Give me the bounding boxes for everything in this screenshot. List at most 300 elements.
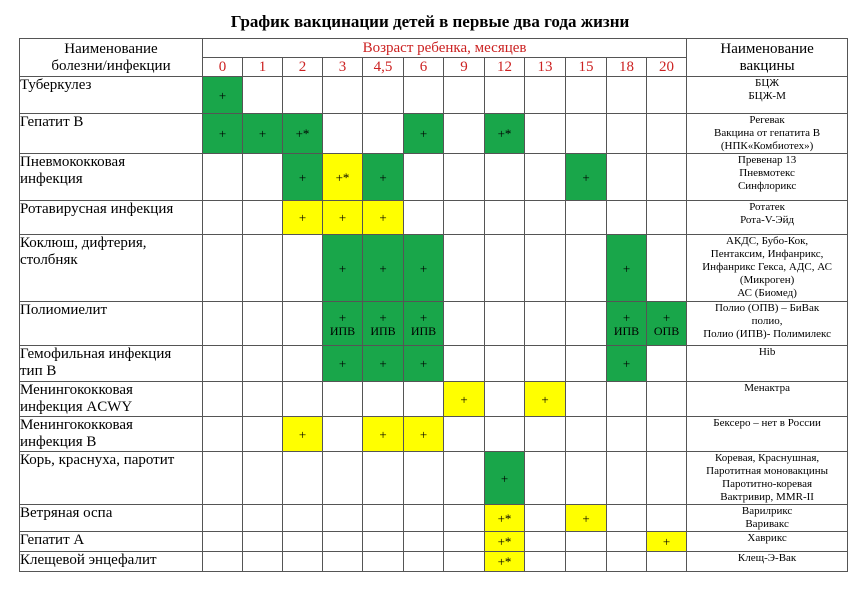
schedule-cell [283,235,323,302]
vaccine-name-line: (НПК«Комбиотех») [720,140,814,152]
schedule-cell [203,235,243,302]
schedule-cell [485,382,525,417]
schedule-cell [566,505,607,532]
schedule-cell [323,114,363,154]
vaccine-names [687,154,848,201]
vaccination-mark: + [258,126,267,141]
schedule-cell [647,77,687,114]
vaccination-mark: + [419,309,428,325]
schedule-cell [525,532,566,552]
vaccination-mark: + [298,169,307,185]
schedule-cell [444,552,485,572]
schedule-cell [243,346,283,382]
schedule-cell [607,552,647,572]
schedule-cell [607,201,647,235]
schedule-cell [283,201,323,235]
schedule-cell [607,417,647,452]
disease-name [20,532,203,552]
schedule-cell [203,382,243,417]
vaccine-name-line: Коревая, Краснушная, [714,452,820,464]
schedule-cell [444,201,485,235]
month-header: 13 [525,58,566,77]
vaccination-mark: +* [335,169,350,185]
vaccine-name-line: Пентаксим, Инфанрикс, [710,248,824,260]
schedule-cell [404,452,444,505]
schedule-cell [525,505,566,532]
vaccine-names [687,346,848,382]
vaccine-name-line: Полио (ОПВ) – БиВак [714,302,820,314]
disease-name [20,552,203,572]
schedule-cell [323,505,363,532]
vaccination-mark: + [419,356,428,371]
vaccine-name-line: Рота-V-Эйд [740,214,795,226]
schedule-cell [283,505,323,532]
vaccine-name-line: Синфлорикс [737,180,797,192]
month-header: 3 [323,58,363,77]
vaccination-mark: + [338,260,347,276]
schedule-cell [647,302,687,346]
vaccine-name-line: Паротитная моновакцины [706,465,829,477]
disease-name-line: Менингококковая [20,382,133,398]
vaccine-type-label: ИПВ [613,323,640,338]
schedule-cell [485,77,525,114]
disease-header-line2: болезни/инфекции [51,57,171,74]
schedule-cell [566,346,607,382]
vaccine-header-line1: Наименование [720,40,814,57]
disease-name-line: тип В [20,363,57,379]
schedule-cell [203,77,243,114]
schedule-cell [283,77,323,114]
vaccine-name-line: Вакцина от гепатита В [714,127,821,139]
vaccination-mark: + [419,126,428,141]
schedule-cell [323,452,363,505]
schedule-cell [243,201,283,235]
disease-name-line: Полиомиелит [20,302,108,318]
schedule-cell [323,154,363,201]
schedule-cell [485,114,525,154]
schedule-cell [203,154,243,201]
schedule-cell [323,532,363,552]
vaccination-mark: + [338,309,347,325]
disease-name-line: столбняк [20,252,78,268]
disease-name-line: инфекция ACWY [20,399,133,415]
month-header: 20 [647,58,687,77]
schedule-cell [444,114,485,154]
disease-name-line: Пневмококковая [20,154,126,170]
month-header: 1 [243,58,283,77]
schedule-cell [283,452,323,505]
vaccination-mark: + [218,87,227,103]
schedule-cell [647,154,687,201]
vaccination-mark: + [379,210,387,225]
vaccine-names [687,77,848,114]
vaccine-names [687,201,848,235]
schedule-cell [243,302,283,346]
schedule-cell [485,552,525,572]
vaccination-mark: + [622,356,631,371]
vaccine-name-line: АС (Биомед) [737,287,797,299]
schedule-cell [363,346,404,382]
vaccination-mark: + [460,391,468,407]
table-row [20,382,848,417]
schedule-cell [243,452,283,505]
disease-name [20,114,203,154]
schedule-cell [363,154,404,201]
schedule-cell [283,552,323,572]
month-header: 6 [404,58,444,77]
table-row [20,302,848,346]
schedule-cell [566,302,607,346]
schedule-cell [363,235,404,302]
header-row-1 [20,39,848,58]
schedule-cell [243,417,283,452]
schedule-cell [485,532,525,552]
schedule-cell [363,505,404,532]
disease-name [20,201,203,235]
schedule-cell [283,154,323,201]
table-row [20,532,848,552]
schedule-cell [485,505,525,532]
month-header: 4,5 [363,58,404,77]
schedule-cell [404,346,444,382]
schedule-cell [485,452,525,505]
disease-name-line: инфекция В [20,434,97,450]
schedule-cell [323,346,363,382]
schedule-cell [243,154,283,201]
table-row [20,417,848,452]
disease-name-line: инфекция [20,171,83,187]
schedule-cell [444,235,485,302]
schedule-cell [647,235,687,302]
schedule-cell [243,235,283,302]
schedule-cell [647,532,687,552]
schedule-cell [525,154,566,201]
schedule-cell [566,417,607,452]
schedule-cell [363,77,404,114]
schedule-cell [444,302,485,346]
disease-name [20,346,203,382]
schedule-cell [283,114,323,154]
disease-name-line: Менингококковая [20,417,133,433]
vaccination-mark: +* [497,126,512,141]
disease-name [20,417,203,452]
schedule-cell [485,302,525,346]
schedule-cell [647,114,687,154]
disease-name [20,235,203,302]
table-row [20,346,848,382]
schedule-cell [607,532,647,552]
vaccine-name-line: Варивакс [745,518,789,530]
schedule-cell [566,114,607,154]
schedule-cell [525,201,566,235]
vaccine-name-line: Паротитно-коревая [722,478,813,490]
vaccine-name-line: полио, [751,315,783,327]
schedule-cell [323,382,363,417]
schedule-cell [404,77,444,114]
schedule-cell [323,77,363,114]
vaccine-names [687,505,848,532]
vaccination-mark: + [298,210,307,225]
schedule-cell [243,114,283,154]
schedule-cell [444,417,485,452]
disease-name [20,154,203,201]
schedule-cell [203,417,243,452]
schedule-cell [566,552,607,572]
schedule-cell [203,201,243,235]
schedule-cell [647,346,687,382]
vaccine-header-line2: вакцины [739,57,795,74]
schedule-cell [607,114,647,154]
schedule-cell [323,235,363,302]
vaccination-mark: + [662,309,671,325]
disease-name [20,505,203,532]
vaccine-name-line: Пневмотекс [739,167,795,179]
schedule-cell [404,235,444,302]
vaccination-mark: +* [497,534,512,549]
vaccination-table [19,38,848,572]
schedule-cell [607,235,647,302]
schedule-cell [444,532,485,552]
vaccination-mark: + [419,426,428,442]
schedule-cell [444,154,485,201]
disease-name-line: Гемофильная инфекция [20,346,172,362]
schedule-cell [363,201,404,235]
month-header: 9 [444,58,485,77]
schedule-cell [323,552,363,572]
schedule-cell [647,505,687,532]
schedule-cell [243,532,283,552]
schedule-cell [203,452,243,505]
vaccine-name-line: Вактривир, MMR-II [720,491,814,503]
schedule-cell [404,532,444,552]
vaccine-name-line: Полио (ИПВ)- Полимилекс [703,328,831,340]
schedule-cell [363,417,404,452]
schedule-cell [607,346,647,382]
schedule-cell [485,346,525,382]
vaccination-mark: + [379,356,387,371]
schedule-cell [323,417,363,452]
schedule-cell [363,552,404,572]
schedule-cell [485,201,525,235]
disease-name [20,77,203,114]
disease-name [20,302,203,346]
table-row [20,77,848,114]
vaccine-name-line: Хаврикс [747,532,787,544]
schedule-cell [525,235,566,302]
vaccination-mark: + [379,309,387,325]
vaccine-name-line: (Микроген) [739,274,795,286]
disease-name-line: Ротавирусная инфекция [20,201,174,217]
vaccination-mark: + [622,309,631,325]
vaccination-mark: +* [497,510,512,526]
vaccine-name-line: АКДС, Бубо-Кок, [726,235,809,247]
table-row [20,552,848,572]
schedule-cell [283,302,323,346]
vaccination-mark: + [582,510,590,526]
month-header: 18 [607,58,647,77]
schedule-cell [444,346,485,382]
schedule-cell [607,452,647,505]
schedule-cell [404,417,444,452]
schedule-cell [647,201,687,235]
vaccine-name-line: Инфанрикс Гекса, АДС, АС [702,261,832,273]
schedule-cell [363,114,404,154]
table-row [20,114,848,154]
schedule-cell [203,552,243,572]
vaccine-name-line: БЦЖ-М [748,90,786,102]
schedule-cell [404,382,444,417]
page-title: График вакцинации детей в первые два года жизни [230,12,630,31]
schedule-cell [485,154,525,201]
schedule-cell [404,154,444,201]
schedule-cell [607,382,647,417]
vaccine-name-line: Клещ-Э-Вак [737,552,797,564]
schedule-cell [566,235,607,302]
schedule-cell [444,452,485,505]
vaccination-mark: + [419,260,428,276]
schedule-cell [404,302,444,346]
vaccination-mark: + [662,534,671,549]
schedule-cell [243,77,283,114]
schedule-cell [203,346,243,382]
vaccine-names [687,452,848,505]
schedule-cell [444,505,485,532]
vaccination-mark: + [298,426,307,442]
table-row [20,154,848,201]
vaccine-names [687,552,848,572]
schedule-cell [525,417,566,452]
disease-name-line: Гепатит А [20,532,85,548]
vaccine-name-line: Менактра [744,382,790,394]
schedule-cell [525,346,566,382]
schedule-cell [647,452,687,505]
vaccination-mark: + [582,169,590,185]
schedule-cell [485,417,525,452]
schedule-cell [363,302,404,346]
vaccine-name-line: Ротатек [749,201,785,213]
age-header: Возраст ребенка, месяцев [203,39,687,58]
month-header: 12 [485,58,525,77]
month-header: 0 [203,58,243,77]
vaccination-mark: + [338,210,347,225]
disease-name-line: Туберкулез [20,77,92,93]
vaccination-mark: + [379,426,387,442]
schedule-cell [566,532,607,552]
schedule-cell [243,505,283,532]
vaccine-type-label: ИПВ [410,323,437,338]
vaccination-mark: + [379,260,387,276]
vaccine-type-label: ИПВ [370,323,396,338]
disease-name [20,382,203,417]
table-row [20,201,848,235]
schedule-cell [525,302,566,346]
vaccination-mark: + [500,470,509,486]
schedule-cell [243,552,283,572]
schedule-cell [363,532,404,552]
vaccine-name-line: Варилрикс [741,505,793,517]
table-row [20,452,848,505]
vaccine-type-label: ОПВ [653,323,680,338]
schedule-cell [203,505,243,532]
disease-name-line: Гепатит В [20,114,84,130]
schedule-cell [203,114,243,154]
vaccine-names [687,382,848,417]
vaccine-names [687,114,848,154]
schedule-cell [566,201,607,235]
schedule-cell [607,154,647,201]
schedule-cell [607,302,647,346]
disease-name [20,452,203,505]
vaccination-mark: + [218,126,227,141]
schedule-cell [525,114,566,154]
schedule-cell [283,346,323,382]
schedule-cell [283,417,323,452]
vaccine-column-header [687,39,848,77]
table-body [20,77,848,572]
table-row [20,505,848,532]
schedule-cell [566,452,607,505]
vaccine-names [687,302,848,346]
schedule-cell [283,532,323,552]
schedule-cell [566,382,607,417]
vaccine-name-line: БЦЖ [755,77,780,89]
schedule-cell [404,201,444,235]
vaccine-name-line: Hib [758,346,776,358]
schedule-cell [363,382,404,417]
month-header: 2 [283,58,323,77]
schedule-cell [525,382,566,417]
disease-name-line: Коклюш, дифтерия, [20,235,147,251]
schedule-cell [607,505,647,532]
schedule-cell [404,114,444,154]
schedule-cell [243,382,283,417]
disease-column-header [20,39,203,77]
table-row [20,235,848,302]
vaccine-names [687,532,848,552]
vaccination-mark: + [541,391,549,407]
schedule-cell [444,382,485,417]
schedule-cell [566,77,607,114]
schedule-cell [363,452,404,505]
schedule-cell [647,382,687,417]
schedule-cell [323,201,363,235]
schedule-cell [283,382,323,417]
schedule-cell [323,302,363,346]
disease-name-line: Корь, краснуха, паротит [20,452,175,468]
schedule-cell [647,417,687,452]
vaccination-mark: + [338,356,347,371]
schedule-cell [203,532,243,552]
vaccination-mark: + [379,169,387,185]
schedule-cell [525,552,566,572]
schedule-cell [485,235,525,302]
schedule-cell [525,452,566,505]
vaccination-mark: +* [295,126,310,141]
vaccine-names [687,235,848,302]
disease-name-line: Ветряная оспа [20,505,113,521]
vaccine-names [687,417,848,452]
vaccination-mark: + [622,260,631,276]
vaccine-type-label: ИПВ [329,323,356,338]
schedule-cell [566,154,607,201]
vaccine-name-line: Регевак [749,114,785,126]
vaccine-name-line: Бексеро – нет в России [713,417,821,429]
vaccination-mark: +* [497,554,512,569]
disease-name-line: Клещевой энцефалит [20,552,157,568]
schedule-cell [404,505,444,532]
disease-header-line1: Наименование [64,40,158,57]
schedule-cell [444,77,485,114]
